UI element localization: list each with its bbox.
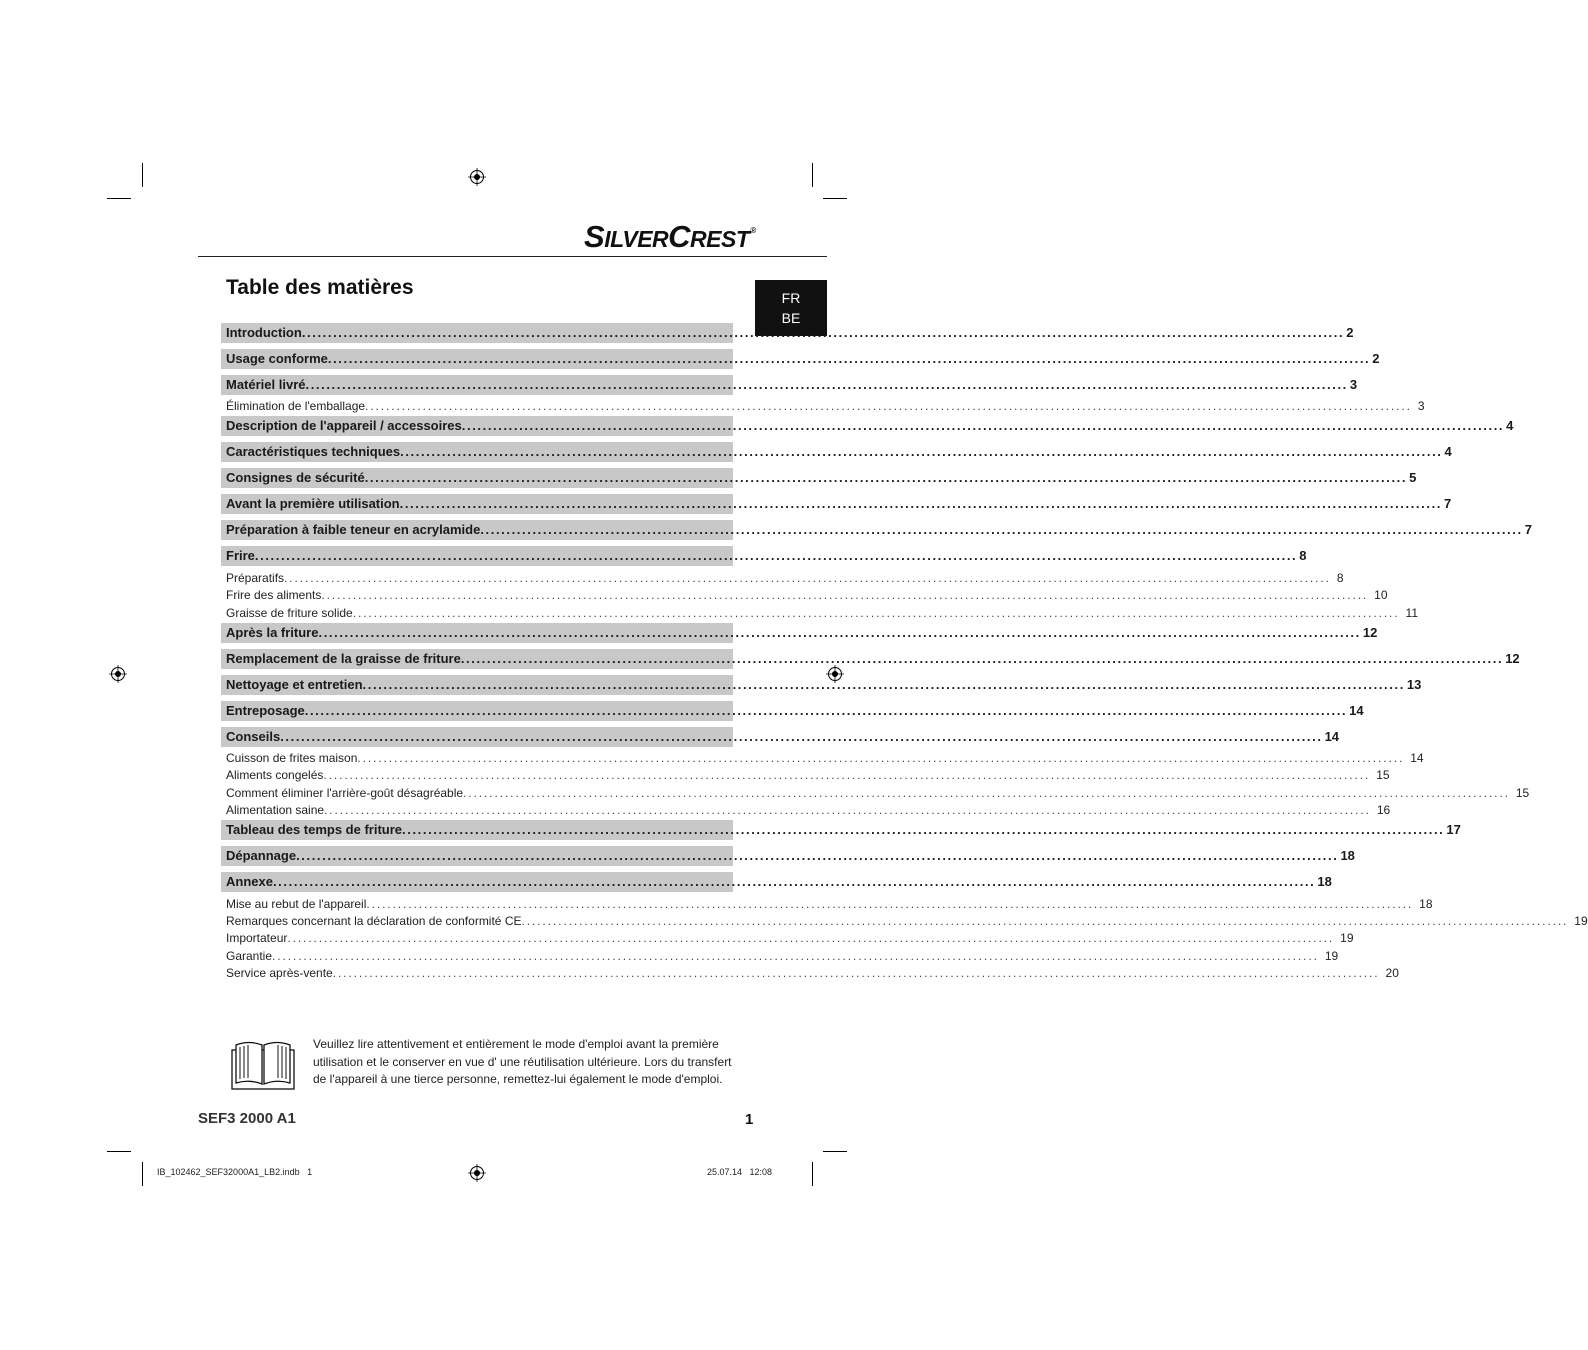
registration-mark-icon <box>468 1164 486 1182</box>
toc-subentry-page: 15 <box>1515 785 1530 800</box>
toc-subentry[interactable] <box>221 913 1588 930</box>
crop-mark <box>142 1162 143 1186</box>
toc-entry[interactable] <box>221 820 1461 840</box>
toc-subgroup <box>221 747 1530 821</box>
toc-subentry-label: Service après-vente <box>226 966 333 981</box>
toc-subentry-page: 14 <box>1410 750 1424 765</box>
leader-dots: ........................................................................................................................................................................................................ <box>463 785 1510 800</box>
toc-entry[interactable] <box>221 442 1452 462</box>
toc-subentry[interactable] <box>221 398 1425 415</box>
toc-subentry[interactable] <box>221 569 1344 586</box>
toc-entry[interactable] <box>221 727 1340 747</box>
notice-line: utilisation et le conserver en vue d' une réutilisation ultérieure. Lors du transfert <box>313 1054 732 1069</box>
toc-entry[interactable] <box>221 494 1452 514</box>
toc-subentry-page: 10 <box>1374 588 1388 603</box>
leader-dots: ........................................................................................................................................................................................................ <box>296 848 1339 864</box>
leader-dots: ........................................................................................................................................................................................................ <box>301 325 1345 340</box>
toc-entry[interactable] <box>221 546 1307 566</box>
toc-entry-label: Dépannage <box>226 848 297 864</box>
toc-entry[interactable] <box>221 468 1417 488</box>
leader-dots: ........................................................................................................................................................................................................ <box>327 351 1371 366</box>
toc-entry[interactable] <box>221 323 1354 343</box>
toc-entry-page: 17 <box>1446 822 1461 838</box>
toc-entry-label: Matériel livré <box>226 377 306 392</box>
toc-entry-page: 3 <box>1349 377 1358 392</box>
leader-dots: ........................................................................................................................................................................................................ <box>272 874 1316 890</box>
toc-entry[interactable] <box>221 649 1520 669</box>
toc-entry[interactable] <box>221 675 1422 695</box>
registration-mark-icon <box>468 168 486 186</box>
leader-dots: ........................................................................................................................................................................................................ <box>364 470 1408 486</box>
notice-line: Veuillez lire attentivement et entièrement le mode d'emploi avant la première <box>313 1037 719 1051</box>
leader-dots: ........................................................................................................................................................................................................ <box>321 588 1369 603</box>
toc-entry-label: Nettoyage et entretien <box>226 676 363 692</box>
toc-entry-label: Après la friture <box>226 624 319 640</box>
toc-subentry[interactable] <box>221 930 1354 947</box>
toc-entry-page: 12 <box>1505 650 1520 666</box>
toc-subentry-page: 18 <box>1419 896 1433 911</box>
toc-entry-page: 14 <box>1349 702 1364 718</box>
toc-subentry-label: Frire des aliments <box>226 588 322 603</box>
toc-entry-label: Conseils <box>226 728 281 744</box>
leader-dots: ........................................................................................................................................................................................................ <box>366 896 1414 911</box>
toc-subentry-label: Comment éliminer l'arrière-goût désagréable <box>226 785 464 800</box>
leader-dots: ........................................................................................................................................................................................................ <box>402 822 1445 838</box>
toc-entry[interactable] <box>221 701 1364 721</box>
page-title: Table des matières <box>226 276 414 299</box>
open-book-icon <box>231 1038 295 1090</box>
leader-dots: ........................................................................................................................................................................................................ <box>362 676 1405 692</box>
toc-subentry-label: Remarques concernant la déclaration de conformité CE <box>226 913 522 928</box>
toc-subentry-label: Alimentation saine <box>226 803 325 818</box>
toc-subentry-label: Cuisson de frites maison <box>226 750 358 765</box>
leader-dots: ........................................................................................................................................................................................................ <box>272 948 1319 963</box>
leader-dots: ........................................................................................................................................................................................................ <box>400 444 1443 460</box>
toc-subentry-label: Importateur <box>226 931 288 946</box>
toc-subgroup <box>221 892 1588 983</box>
toc-subentry-page: 16 <box>1376 803 1391 818</box>
language-code: BE <box>781 310 801 326</box>
toc-subentry-page: 8 <box>1336 570 1344 585</box>
toc-entry-label: Remplacement de la graisse de friture <box>226 650 461 666</box>
toc-subentry[interactable] <box>221 895 1433 912</box>
toc-entry-page: 8 <box>1299 548 1307 564</box>
toc-entry-label: Consignes de sécurité <box>226 470 365 486</box>
toc-subentry[interactable] <box>221 750 1424 767</box>
toc-entry[interactable] <box>221 623 1378 643</box>
registration-mark-icon <box>109 665 127 683</box>
toc-subentry[interactable] <box>221 784 1530 801</box>
toc-subgroup <box>221 566 1418 622</box>
crop-mark <box>823 1151 847 1152</box>
toc-entry[interactable] <box>221 846 1355 866</box>
toc-subentry[interactable] <box>221 604 1418 621</box>
toc-entry-label: Entreposage <box>226 702 305 718</box>
leader-dots: ........................................................................................................................................................................................................ <box>284 570 1331 585</box>
toc-subentry[interactable] <box>221 947 1339 964</box>
toc-subentry-label: Garantie <box>226 948 273 963</box>
toc-entry-page: 4 <box>1444 444 1452 460</box>
crop-mark <box>812 163 813 187</box>
crop-mark <box>823 198 847 199</box>
print-slug-file: IB_102462_SEF32000A1_LB2.indb 1 <box>157 1167 313 1177</box>
leader-dots: ........................................................................................................................................................................................................ <box>480 522 1523 538</box>
leader-dots: ........................................................................................................................................................................................................ <box>357 750 1405 765</box>
toc-subentry-label: Graisse de friture solide <box>226 605 353 620</box>
toc-subentry-page: 20 <box>1385 966 1399 981</box>
toc-subentry[interactable] <box>221 767 1390 784</box>
toc-entry-label: Caractéristiques techniques <box>226 444 401 460</box>
crop-mark <box>107 1151 131 1152</box>
toc-entry-page: 2 <box>1372 351 1380 366</box>
brand-logo: SILVERCREST® <box>584 219 756 254</box>
toc-entry-page: 13 <box>1406 676 1422 692</box>
leader-dots: ........................................................................................................................................................................................................ <box>304 702 1348 718</box>
toc-subentry-label: Élimination de l'emballage <box>226 399 366 414</box>
page-number: 1 <box>745 1111 754 1128</box>
read-manual-notice <box>313 1036 733 1089</box>
print-slug-datetime: 25.07.14 12:08 <box>707 1167 773 1177</box>
toc-entry-page: 4 <box>1506 418 1514 434</box>
toc-subentry-label: Mise au rebut de l'appareil <box>226 896 367 911</box>
toc-entry[interactable] <box>221 349 1380 369</box>
toc-subgroup <box>221 395 1425 416</box>
toc-entry[interactable] <box>221 416 1514 436</box>
toc-entry-label: Préparation à faible teneur en acrylamide <box>226 522 481 538</box>
toc-entry-label: Description de l'appareil / accessoires <box>226 418 462 434</box>
toc-entry-label: Avant la première utilisation <box>226 496 400 512</box>
leader-dots: ........................................................................................................................................................................................................ <box>399 496 1442 512</box>
toc-entry-label: Annexe <box>226 874 273 890</box>
toc-entry-page: 7 <box>1524 522 1532 538</box>
toc-entry-label: Tableau des temps de friture <box>226 822 403 838</box>
leader-dots: ........................................................................................................................................................................................................ <box>461 418 1505 434</box>
toc-subentry-label: Aliments congelés <box>226 768 324 783</box>
crop-mark <box>107 198 131 199</box>
toc-entry[interactable] <box>221 375 1358 395</box>
toc-entry[interactable] <box>221 520 1532 540</box>
crop-mark <box>142 163 143 187</box>
toc-entry-label: Introduction <box>226 325 302 340</box>
leader-dots: ........................................................................................................................................................................................................ <box>521 913 1569 928</box>
header-rule <box>198 256 827 257</box>
leader-dots: ........................................................................................................................................................................................................ <box>324 803 1371 818</box>
table-of-contents <box>221 323 1588 983</box>
toc-entry-page: 12 <box>1362 624 1378 640</box>
toc-subentry[interactable] <box>221 802 1391 819</box>
toc-entry-page: 5 <box>1409 470 1417 486</box>
leader-dots: ........................................................................................................................................................................................................ <box>365 399 1412 414</box>
leader-dots: ........................................................................................................................................................................................................ <box>460 650 1504 666</box>
toc-subentry[interactable] <box>221 587 1388 604</box>
toc-subentry[interactable] <box>221 965 1399 982</box>
leader-dots: ........................................................................................................................................................................................................ <box>254 548 1298 564</box>
toc-subentry-page: 3 <box>1417 399 1425 414</box>
leader-dots: ........................................................................................................................................................................................................ <box>305 377 1348 392</box>
crop-mark <box>812 1162 813 1186</box>
toc-subentry-page: 19 <box>1574 913 1588 928</box>
toc-subentry-page: 19 <box>1324 948 1339 963</box>
leader-dots: ........................................................................................................................................................................................................ <box>323 768 1371 783</box>
model-number: SEF3 2000 A1 <box>198 1110 296 1127</box>
toc-entry[interactable] <box>221 872 1332 892</box>
toc-entry-label: Usage conforme <box>226 351 328 366</box>
toc-subentry-label: Préparatifs <box>226 570 285 585</box>
leader-dots: ........................................................................................................................................................................................................ <box>352 605 1400 620</box>
toc-subentry-page: 19 <box>1340 931 1354 946</box>
leader-dots: ........................................................................................................................................................................................................ <box>287 931 1335 946</box>
toc-entry-page: 7 <box>1444 496 1452 512</box>
toc-entry-label: Frire <box>226 548 255 564</box>
toc-entry-page: 18 <box>1340 848 1355 864</box>
leader-dots: ........................................................................................................................................................................................................ <box>280 728 1323 744</box>
leader-dots: ........................................................................................................................................................................................................ <box>332 966 1380 981</box>
toc-subentry-page: 15 <box>1376 768 1390 783</box>
toc-entry-page: 2 <box>1346 325 1354 340</box>
notice-line: de l'appareil à une tierce personne, remettez-lui également le mode d'emploi. <box>313 1072 723 1087</box>
leader-dots: ........................................................................................................................................................................................................ <box>318 624 1361 640</box>
toc-subentry-page: 11 <box>1405 605 1418 620</box>
language-code: FR <box>781 290 801 306</box>
toc-entry-page: 18 <box>1317 874 1332 890</box>
toc-entry-page: 14 <box>1324 728 1340 744</box>
